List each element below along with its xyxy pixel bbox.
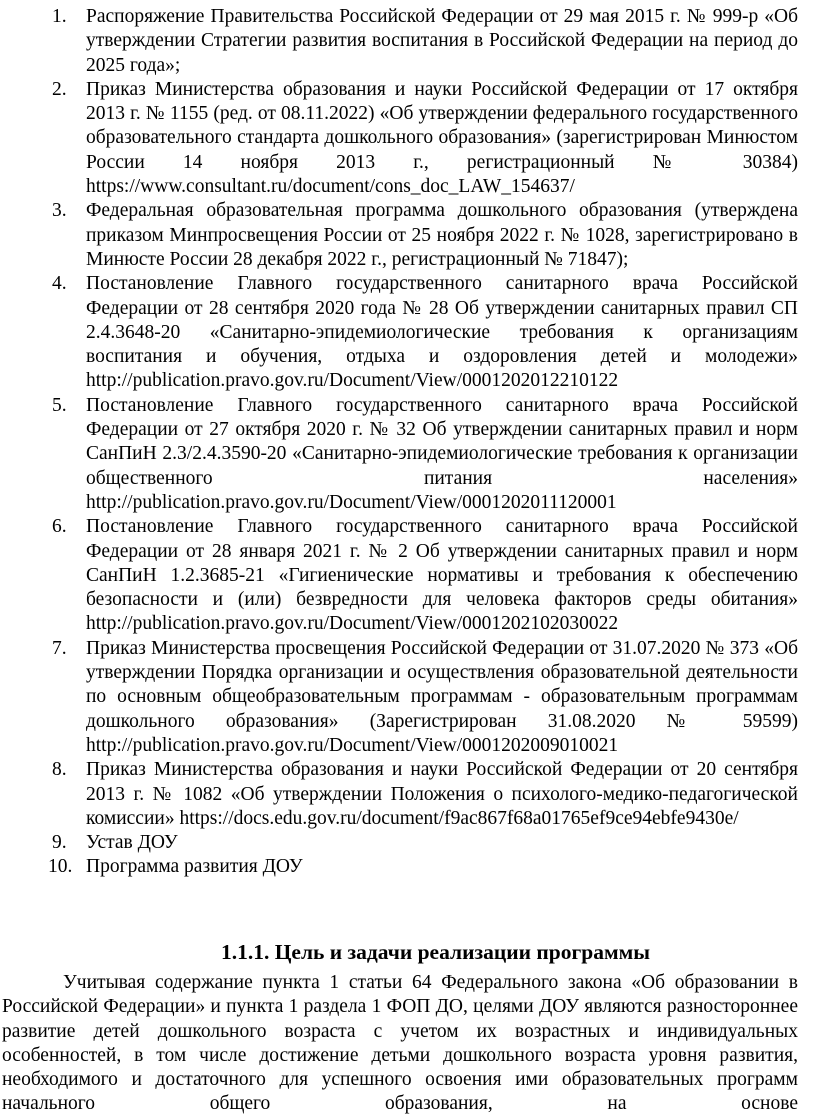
reference-text: Программа развития ДОУ <box>86 856 303 878</box>
reference-number: 1. <box>52 6 67 27</box>
reference-list <box>48 5 798 880</box>
body-paragraph: Учитывая содержание пункта 1 статьи 64 Федерального закона «Об образовании в Российской Федерации» и пункта 1 раздела 1 ФОП ДО, целями ДОУ являются разностороннее развитие детей дошкольного возраста с учетом их возрастных и индивидуальных особенностей, в том числе достижение детьми дошкольного возраста уровня развития, необходимого и достаточного для успешного освоения ими образовательных программ начального общего образования, на основе <box>2 972 798 1115</box>
reference-number: 7. <box>52 637 67 659</box>
reference-text: Постановление Главного государственного санитарного врача Российской Федерации от 28 января 2021 г. № 2 Об утверждении санитарных правил и норм СанПиН 1.2.3685-21 «Гигиенические нормативы и требования к обеспечению безопасности и (или) безвредности для человека факторов среды обитания» http://publication.pravo.gov.ru/Document/View/0001202102030022 <box>86 516 798 635</box>
reference-item <box>48 855 798 879</box>
reference-item <box>48 5 798 78</box>
reference-number: 5. <box>52 394 67 416</box>
reference-number: 8. <box>52 759 67 781</box>
reference-number: 6. <box>52 516 67 538</box>
reference-item <box>48 78 798 199</box>
section-heading: 1.1.1. Цель и задачи реализации программы <box>220 940 651 964</box>
reference-item <box>48 831 798 855</box>
reference-text: Федеральная образовательная программа дошкольного образования (утверждена приказом Минпросвещения России от 25 ноября 2022 г. № 1028, зарегистрировано в Минюсте России 28 декабря 2022 г., регистрационный № 71847); <box>86 200 798 270</box>
reference-number: 4. <box>52 273 67 295</box>
reference-item <box>48 758 798 831</box>
reference-text: Приказ Министерства образования и науки Российской Федерации от 17 октября 2013 г. № 1155 (ред. от 08.11.2022) «Об утверждении федерального государственного образовательного стандарта дошкольного образования» (зарегистрирован Минюстом России 14 ноября 2013 г., регистрационный № 30384) https://www.consultant.ru/document/cons_doc_LAW_154637/ <box>86 78 798 198</box>
reference-item <box>48 394 798 515</box>
reference-number: 3. <box>52 200 67 222</box>
reference-text: Постановление Главного государственного санитарного врача Российской Федерации от 28 сентября 2020 года № 28 Об утверждении санитарных правил СП 2.4.3648-20 «Санитарно-эпидемиологические требования к организациям воспитания и обучения, отдыха и оздоровления детей и молодежи» http://publication.pravo.gov.ru/Document/View/0001202012210122 <box>86 273 798 392</box>
reference-item <box>48 515 798 636</box>
reference-text: Приказ Министерства просвещения Российской Федерации от 31.07.2020 № 373 «Об утверждении Порядка организации и осуществления образовательной деятельности по основным общеобразовательным программам - образовательным программам дошкольного образования» (Зарегистрирован 31.08.2020 № 59599) http://publication.pravo.gov.ru/Document/View/0001202009010021 <box>86 637 798 756</box>
reference-text: Постановление Главного государственного санитарного врача Российской Федерации от 27 октября 2020 г. № 32 Об утверждении санитарных правил и норм СанПиН 2.3/2.4.3590-20 «Санитарно-эпидемиологические требования к организации общественного питания населения» http://publication.pravo.gov.ru/Document/View/0001202011120001 <box>86 394 798 513</box>
reference-item <box>48 199 798 272</box>
reference-number: 10. <box>48 856 73 878</box>
reference-number: 9. <box>52 832 67 854</box>
reference-number: 2. <box>52 78 67 100</box>
reference-item <box>48 637 798 758</box>
reference-text: Приказ Министерства образования и науки Российской Федерации от 20 сентября 2013 г. № 1082 «Об утверждении Положения о психолого-медико-педагогической комиссии» https://docs.edu.gov.ru/document/f9ac867f68a01765ef9ce94ebfe9430e/ <box>86 759 798 829</box>
reference-item <box>48 272 798 393</box>
reference-text: Устав ДОУ <box>86 832 178 854</box>
reference-text: Распоряжение Правительства Российской Федерации от 29 мая 2015 г. № 999-р «Об утверждении Стратегии развития воспитания в Российской Федерации на период до 2025 года»; <box>86 6 798 76</box>
